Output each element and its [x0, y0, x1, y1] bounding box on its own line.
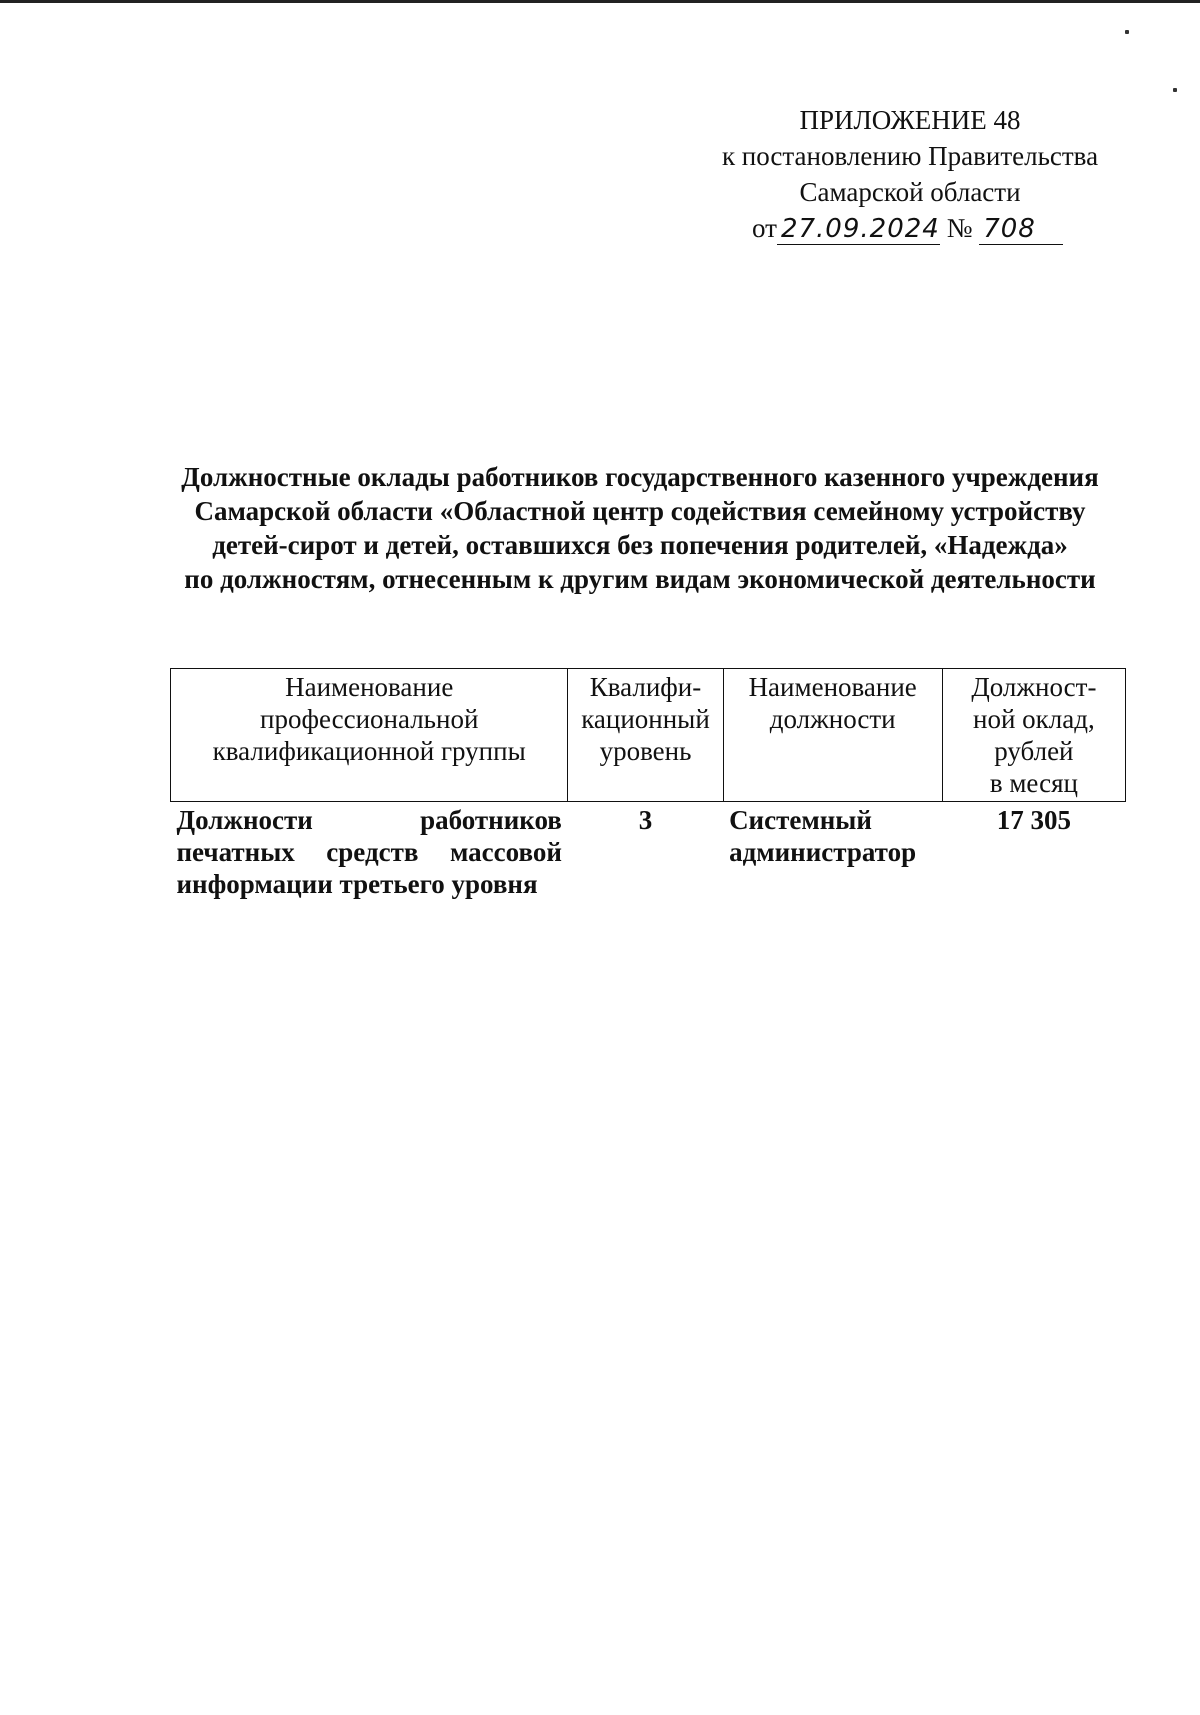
handwritten-date: 27.09.2024: [777, 214, 940, 245]
cell-position-name: Системный администратор: [729, 805, 917, 867]
document-title: [180, 460, 1100, 596]
appendix-region-line: Самарской области: [799, 177, 1021, 207]
appendix-title: ПРИЛОЖЕНИЕ 48: [799, 105, 1021, 135]
document-title-line: детей-сирот и детей, оставшихся без попечения родителей, «Надежда»: [212, 530, 1068, 560]
date-prefix: от: [752, 213, 777, 243]
scan-speck: [1125, 30, 1129, 34]
handwritten-number: 708: [979, 214, 1063, 245]
header-qualification-group: Наименование профессиональной квалификационной группы: [171, 669, 568, 802]
cell-qualification-level: 3: [638, 805, 653, 835]
appendix-resolution-line: к постановлению Правительства: [721, 141, 1099, 171]
cell-qualification-group: Должности работников печатных средств массовой информации третьего уровня: [176, 805, 562, 899]
document-title-line: Самарской области «Областной центр содействия семейному устройству: [194, 496, 1086, 526]
header-position-name: Наименование должности: [723, 669, 942, 802]
appendix-date-line: [690, 210, 1130, 246]
scan-speck: [1173, 88, 1177, 92]
table-header-row: [171, 669, 1126, 802]
number-label: №: [946, 213, 973, 243]
header-salary: Должност- ной оклад, рублей в месяц: [942, 669, 1125, 802]
table-row: [171, 802, 1126, 903]
cell-salary: 17 305: [996, 805, 1072, 835]
document-title-line: Должностные оклады работников государственного казенного учреждения: [181, 462, 1099, 492]
appendix-header: [690, 102, 1130, 246]
salary-table: [170, 668, 1126, 902]
header-qualification-level: Квалифи- кационный уровень: [568, 669, 723, 802]
scan-top-edge: [0, 0, 1200, 3]
document-title-line: по должностям, отнесенным к другим видам экономической деятельности: [184, 564, 1096, 594]
